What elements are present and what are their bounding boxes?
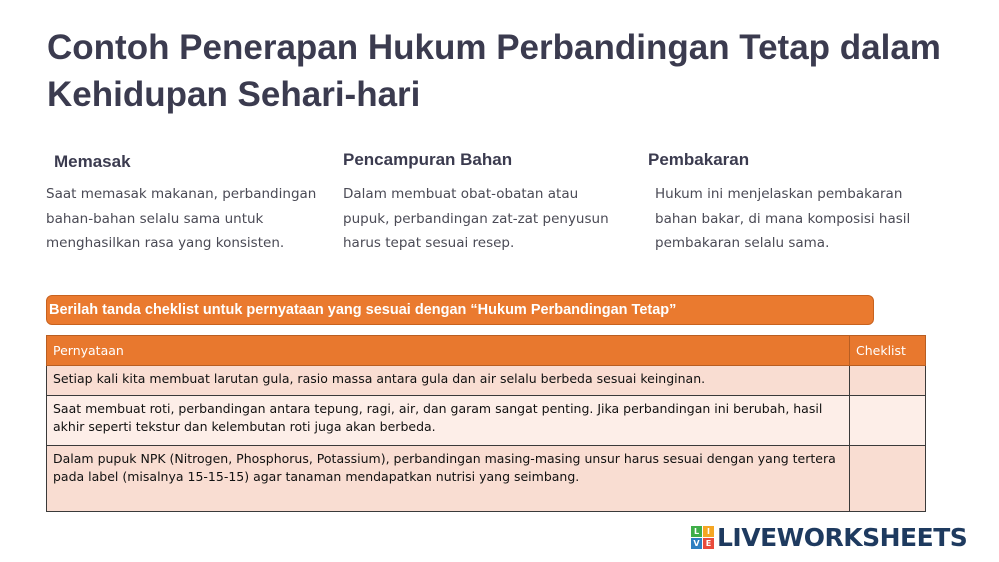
checklist-cell[interactable] (850, 446, 926, 512)
logo-letter: V (691, 538, 702, 549)
checklist-cell[interactable] (850, 396, 926, 446)
table-row (47, 366, 926, 396)
column-text-pembakaran: Hukum ini menjelaskan pembakaran bahan bakar, di mana komposisi hasil pembakaran selalu sama. (655, 186, 911, 251)
statement-cell: Saat membuat roti, perbandingan antara tepung, ragi, air, dan garam sangat penting. Jika perbandingan ini berubah, hasil akhir seperti tekstur dan kelembutan roti juga akan berbeda. (47, 396, 850, 446)
column-heading-memasak: Memasak (54, 152, 131, 171)
logo-letter: L (691, 526, 702, 537)
logo-letter: E (703, 538, 714, 549)
logo-letter: I (703, 526, 714, 537)
column-heading-pembakaran: Pembakaran (648, 150, 750, 169)
table-row (47, 396, 926, 446)
column-heading-pencampuran-bahan: Pencampuran Bahan (343, 150, 513, 169)
liveworksheets-brand (691, 521, 967, 553)
table-row (47, 446, 926, 512)
brand-name: LIVEWORKSHEETS (717, 522, 968, 552)
column-text-pencampuran-bahan: Dalam membuat obat-obatan atau pupuk, perbandingan zat-zat penyusun harus tepat sesuai resep. (343, 186, 609, 251)
column-text-memasak: Saat memasak makanan, perbandingan bahan-bahan selalu sama untuk menghasilkan rasa yang konsisten. (46, 186, 317, 251)
header-checklist: Cheklist (850, 336, 926, 366)
header-statement: Pernyataan (47, 336, 850, 366)
statement-cell: Dalam pupuk NPK (Nitrogen, Phosphorus, Potassium), perbandingan masing-masing unsur harus sesuai dengan yang tertera pada label (misalnya 15-15-15) agar tanaman mendapatkan nutrisi yang seimbang. (47, 446, 850, 512)
instruction-banner: Berilah tanda cheklist untuk pernyataan yang sesuai dengan “Hukum Perbandingan Tetap” (46, 295, 874, 325)
checklist-cell[interactable] (850, 366, 926, 396)
table-header-row (47, 336, 926, 366)
statement-table (46, 335, 926, 512)
liveworksheets-logo-icon (691, 526, 714, 549)
page-title: Contoh Penerapan Hukum Perbandingan Tetap dalam Kehidupan Sehari-hari (47, 28, 941, 114)
statement-cell: Setiap kali kita membuat larutan gula, rasio massa antara gula dan air selalu berbeda sesuai keinginan. (47, 366, 850, 396)
